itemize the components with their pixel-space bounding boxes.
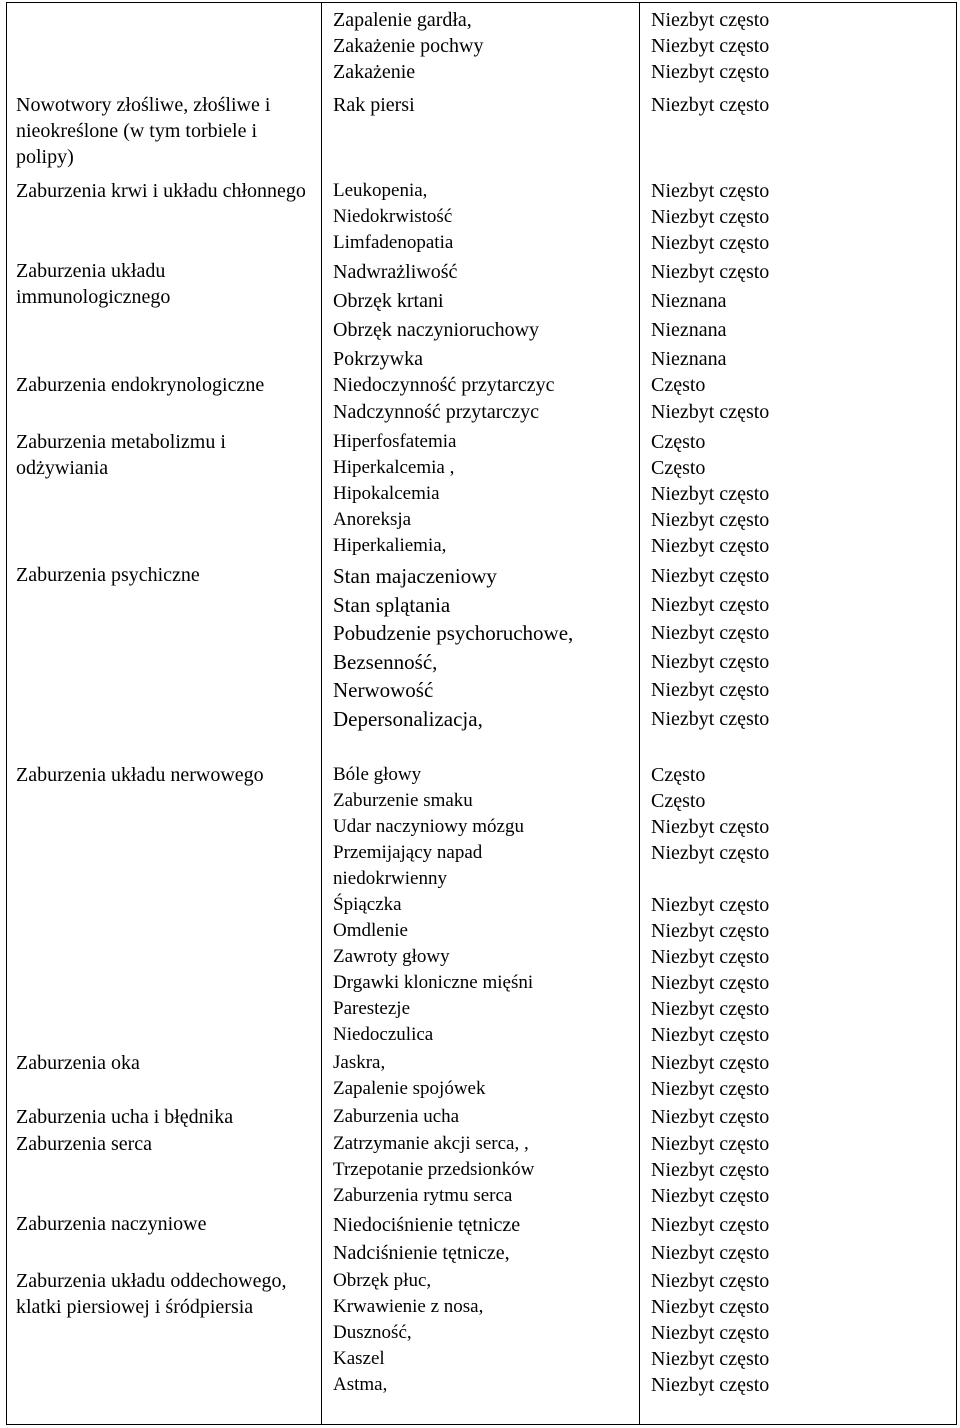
adverse-reaction: Zawroty głowy [333, 946, 450, 967]
frequency-value: Niezbyt często [651, 707, 770, 730]
adverse-reaction: Udar naczyniowy mózgu [333, 816, 524, 837]
system-organ-class: Zaburzenia oka [16, 1052, 140, 1074]
frequency-cell [651, 562, 769, 733]
reactions-cell [333, 562, 573, 733]
adverse-reaction: Krwawienie z nosa, [333, 1296, 484, 1317]
adverse-reaction: Drgawki kloniczne mięśni [333, 972, 534, 993]
frequency-cell [651, 1211, 769, 1267]
frequency-value: Niezbyt często [651, 509, 770, 531]
frequency-value: Niezbyt często [651, 1322, 770, 1344]
adverse-reaction: Pobudzenie psychoruchowe, [333, 621, 574, 645]
frequency-value: Niezbyt często [651, 1242, 770, 1264]
adverse-reaction: Bezsenność, [333, 649, 438, 674]
frequency-value: Niezbyt często [651, 1270, 770, 1292]
frequency-value: Niezbyt często [651, 1106, 770, 1128]
frequency-value: Niezbyt często [651, 894, 770, 916]
frequency-cell [651, 1050, 769, 1102]
adverse-reaction: Nadciśnienie tętnicze, [333, 1242, 510, 1264]
adverse-reaction: Niedokrwistość [333, 206, 453, 227]
frequency-value: Niezbyt często [651, 622, 770, 644]
adverse-reaction: Depersonalizacja, [333, 706, 483, 731]
reactions-cell [333, 178, 453, 256]
adverse-reaction: Leukopenia, [333, 180, 428, 201]
reactions-cell [333, 372, 555, 426]
system-organ-class: Zaburzenia endokrynologiczne [16, 374, 265, 396]
adverse-reaction: Bóle głowy [333, 764, 422, 785]
frequency-value: Nieznana [651, 290, 727, 312]
frequency-value: Niezbyt często [651, 972, 770, 994]
frequency-value: Niezbyt często [651, 61, 770, 83]
frequency-value: Nieznana [651, 319, 727, 341]
adverse-reaction: Zatrzymanie akcji serca, , [333, 1133, 529, 1154]
system-organ-class: Zaburzenia krwi i układu chłonnego [16, 180, 306, 202]
reactions-cell [333, 7, 483, 85]
adverse-reaction: niedokrwienny [333, 868, 447, 889]
adverse-reaction: Zaburzenia rytmu serca [333, 1185, 513, 1206]
reactions-cell [333, 1268, 483, 1398]
adverse-reaction: Nadczynność przytarczyc [333, 401, 539, 423]
adverse-reaction: Hiperkaliemia, [333, 535, 447, 556]
frequency-cell [651, 92, 769, 118]
reactions-cell [333, 258, 539, 374]
adverse-reaction: Stan majaczeniowy [333, 564, 497, 588]
column-divider-2 [639, 3, 640, 1424]
system-organ-class: Zaburzenia układu immunologicznego [16, 260, 171, 308]
frequency-value: Często [651, 457, 706, 479]
adverse-reaction: Zaburzenia ucha [333, 1106, 460, 1127]
frequency-cell [651, 762, 769, 1048]
reactions-cell [333, 1050, 485, 1102]
system-organ-class: Zaburzenia serca [16, 1133, 153, 1155]
frequency-value: Niezbyt często [651, 920, 770, 942]
frequency-value: Nieznana [651, 348, 727, 370]
frequency-value [651, 866, 769, 892]
system-organ-class: Zaburzenia psychiczne [16, 564, 200, 586]
system-organ-class: Zaburzenia naczyniowe [16, 1213, 207, 1235]
system-organ-class: Zaburzenia ucha i błędnika [16, 1106, 234, 1128]
frequency-value: Niezbyt często [651, 35, 770, 57]
frequency-value: Niezbyt często [651, 1052, 770, 1074]
frequency-value: Niezbyt często [651, 650, 770, 673]
frequency-value: Niezbyt często [651, 535, 770, 557]
adverse-reaction: Trzepotanie przedsionków [333, 1159, 535, 1180]
system-organ-class: Zaburzenia układu oddechowego, klatki piersiowej i śródpiersia [16, 1270, 287, 1318]
frequency-value: Często [651, 431, 706, 453]
frequency-value: Niezbyt często [651, 1133, 770, 1155]
reactions-cell [333, 92, 415, 118]
frequency-cell [651, 178, 769, 256]
adverse-reaction: Zakażenie pochwy [333, 35, 484, 57]
adverse-reaction: Kaszel [333, 1348, 385, 1369]
adverse-reaction: Hiperfosfatemia [333, 431, 457, 452]
adverse-reaction: Astma, [333, 1374, 388, 1395]
frequency-value: Niezbyt często [651, 9, 770, 31]
frequency-value: Niezbyt często [651, 261, 770, 283]
adverse-reaction: Hiperkalcemia , [333, 457, 455, 478]
frequency-value: Niezbyt często [651, 1185, 770, 1207]
adverse-reaction: Rak piersi [333, 94, 415, 116]
frequency-value: Niezbyt często [651, 679, 770, 701]
reactions-cell [333, 1131, 534, 1209]
frequency-value: Niezbyt często [651, 1296, 770, 1318]
adverse-reaction: Nadwrażliwość [333, 261, 458, 283]
adverse-reaction: Parestezje [333, 998, 411, 1019]
frequency-value: Niezbyt często [651, 1374, 770, 1396]
adverse-reaction: Zaburzenie smaku [333, 790, 473, 811]
column-divider-1 [321, 3, 322, 1424]
system-organ-class: Zaburzenia metabolizmu i odżywiania [16, 431, 226, 479]
adverse-reaction: Omdlenie [333, 920, 408, 941]
adverse-reaction: Jaskra, [333, 1052, 386, 1073]
frequency-value: Niezbyt często [651, 998, 770, 1020]
frequency-value: Niezbyt często [651, 946, 770, 968]
adverse-reaction: Niedociśnienie tętnicze [333, 1214, 521, 1236]
reactions-cell [333, 1104, 459, 1130]
adverse-reaction: Hipokalcemia [333, 483, 440, 504]
adverse-reaction: Zakażenie [333, 61, 416, 83]
adverse-reaction: Limfadenopatia [333, 232, 454, 253]
system-organ-class: Nowotwory złośliwe, złośliwe i nieokreślone (w tym torbiele i polipy) [16, 94, 271, 168]
frequency-value: Niezbyt często [651, 816, 770, 838]
adverse-reaction: Zapalenie gardła, [333, 9, 472, 31]
frequency-cell [651, 372, 769, 426]
frequency-value: Niezbyt często [651, 593, 770, 616]
frequency-value: Niezbyt często [651, 1159, 770, 1181]
frequency-cell [651, 429, 769, 559]
adverse-reaction: Stan splątania [333, 592, 451, 617]
system-organ-class: Zaburzenia układu nerwowego [16, 764, 264, 786]
reactions-cell [333, 1211, 520, 1267]
frequency-value: Często [651, 790, 706, 812]
frequency-value: Niezbyt często [651, 206, 770, 228]
frequency-value: Niezbyt często [651, 1024, 770, 1046]
frequency-value: Niezbyt często [651, 565, 770, 587]
frequency-value: Niezbyt często [651, 842, 770, 864]
frequency-value: Niezbyt często [651, 483, 770, 505]
frequency-value: Niezbyt często [651, 1078, 770, 1100]
adverse-reactions-table [6, 2, 957, 1425]
adverse-reaction: Niedoczulica [333, 1024, 434, 1045]
reactions-cell [333, 762, 533, 1048]
adverse-reaction: Obrzęk naczynioruchowy [333, 319, 540, 341]
frequency-value: Niezbyt często [651, 180, 770, 202]
frequency-value: Niezbyt często [651, 94, 770, 116]
adverse-reaction: Duszność, [333, 1322, 412, 1343]
frequency-cell [651, 258, 769, 374]
adverse-reaction: Anoreksja [333, 509, 412, 530]
adverse-reaction: Zapalenie spojówek [333, 1078, 486, 1099]
frequency-cell [651, 1268, 769, 1398]
adverse-reaction: Obrzęk płuc, [333, 1270, 432, 1291]
adverse-reaction: Przemijający napad [333, 842, 483, 863]
frequency-value: Często [651, 764, 706, 786]
adverse-reaction: Obrzęk krtani [333, 290, 444, 312]
frequency-value: Niezbyt często [651, 401, 770, 423]
adverse-reaction: Niedoczynność przytarczyc [333, 374, 555, 396]
frequency-value: Niezbyt często [651, 1348, 770, 1370]
frequency-value: Niezbyt często [651, 1214, 770, 1236]
adverse-reaction: Pokrzywka [333, 348, 423, 370]
reactions-cell [333, 429, 456, 559]
frequency-cell [651, 1104, 769, 1130]
frequency-value: Niezbyt często [651, 232, 770, 254]
frequency-cell [651, 7, 769, 85]
adverse-reaction: Nerwowość [333, 678, 434, 702]
frequency-cell [651, 1131, 769, 1209]
adverse-reaction: Śpiączka [333, 894, 402, 915]
frequency-value: Często [651, 374, 706, 396]
